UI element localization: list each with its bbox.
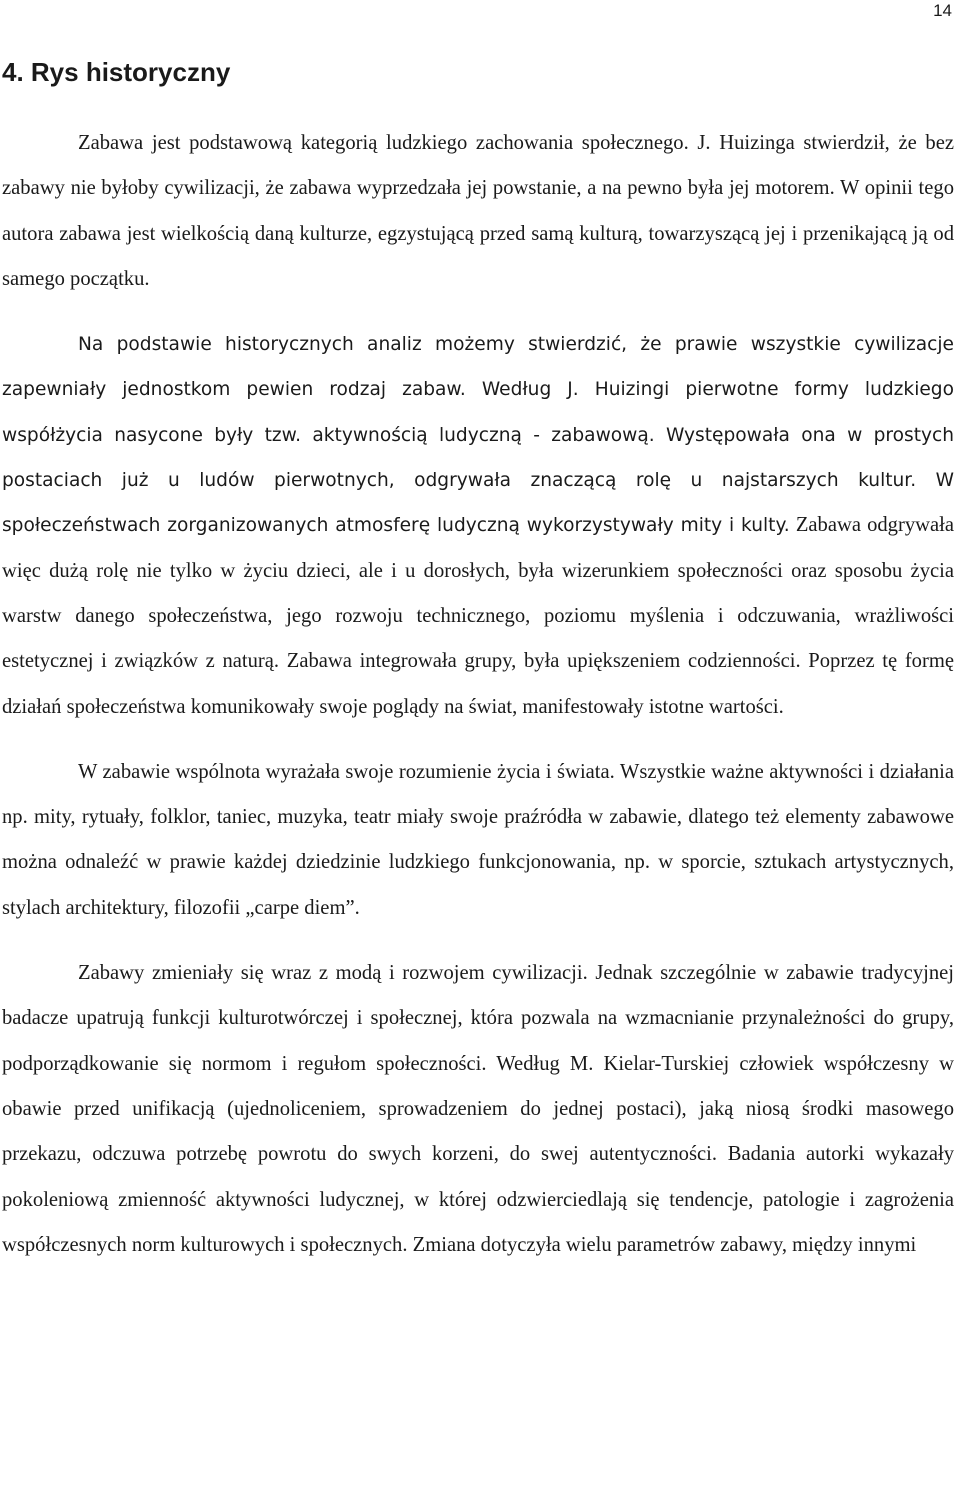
paragraph-2 — [2, 322, 954, 730]
paragraph-1: Zabawa jest podstawową kategorią ludzkiego zachowania społecznego. J. Huizinga stwierdził, że bez zabawy nie byłoby cywilizacji, że zabawa wyprzedzała jej powstanie, a na pewno była jej motorem. W opinii tego autora zabawa jest wielkością daną kulturze, egzystującą przed samą kulturą, towarzyszącą jej i przenikającą ją od samego początku. — [2, 132, 954, 290]
section-heading: 4. Rys historyczny — [2, 57, 231, 87]
paragraph-3: W zabawie wspólnota wyrażała swoje rozumienie życia i świata. Wszystkie ważne aktywności i działania np. mity, rytuały, folklor, taniec, muzyka, teatr miały swoje praźródła w zabawie, dlatego też elementy zabawowe można odnaleźć w prawie każdej dziedzinie ludzkiego funkcjonowania, np. w sporcie, sztukach artystycznych, stylach architektury, filozofii „carpe diem”. — [2, 760, 954, 919]
page-number: 14 — [933, 1, 952, 20]
paragraph-4: Zabawy zmieniały się wraz z modą i rozwojem cywilizacji. Jednak szczególnie w zabawie tradycyjnej badacze upatrują funkcji kulturotwórczej i społecznej, która pozwala na wzmacnianie przynależności do grupy, podporządkowanie się normom i regułom społeczności. Według M. Kielar-Turskiej człowiek współczesny w obawie przed unifikacją (ujednoliceniem, sprowadzeniem do jednej postaci), jaką niosą środki masowego przekazu, odczuwa potrzebę powrotu do swych korzeni, do swej autentyczności. Badania autorki wykazały pokoleniową zmienność aktywności ludycznej, w której odzwierciedlają się tendencje, patologie i zagrożenia współczesnych norm kulturowych i społecznych. Zmiana dotyczyła wielu parametrów zabawy, między innymi — [2, 962, 954, 1256]
body-text — [2, 121, 954, 1268]
paragraph-2-sans-run: Na podstawie historycznych analiz możemy stwierdzić, że prawie wszystkie cywilizacje zapewniały jednostkom pewien rodzaj zabaw. Według J. Huizingi pierwotne formy ludzkiego współżycia nasycone były tzw. aktywnością ludyczną - zabawową. Występowała ona w prostych postaciach już u ludów pierwotnych, odgrywała znaczącą rolę u najstarszych kultur. W społeczeństwach zorganizowanych atmosferę ludyczną wykorzystywały mity i kulty. — [2, 334, 954, 537]
paragraph-2-serif-run: Zabawa odgrywała więc dużą rolę nie tylko w życiu dzieci, ale i u dorosłych, była wizerunkiem społeczności oraz sposobu życia warstw danego społeczeństwa, jego rozwoju technicznego, poziomu myślenia i odczuwania, wrażliwości estetycznej i związków z naturą. Zabawa integrowała grupy, była upiększeniem codzienności. Poprzez tę formę działań społeczeństwa komunikowały swoje poglądy na świat, manifestowały istotne wartości. — [2, 514, 954, 718]
